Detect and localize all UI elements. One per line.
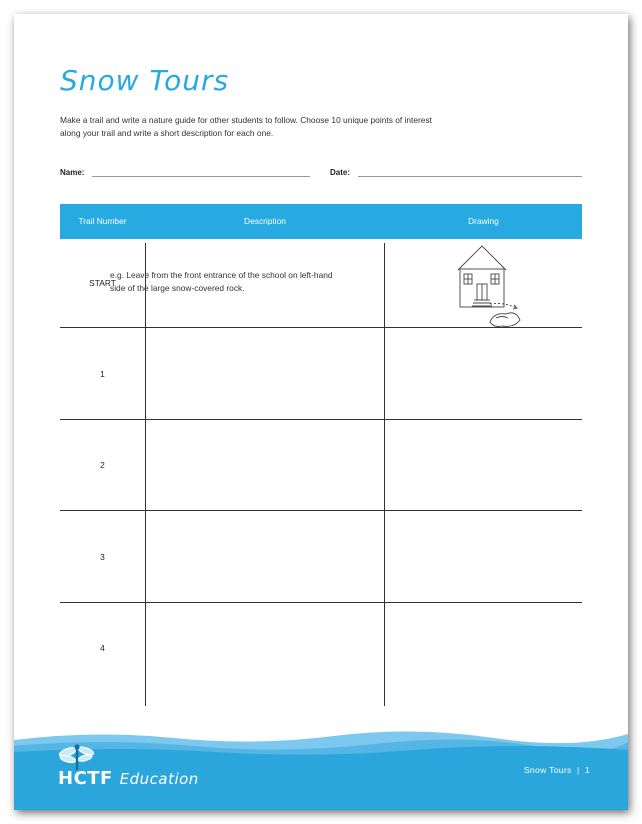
instructions-text: Make a trail and write a nature guide for other students to follow. Choose 10 unique points of interest along your trail and write a short description for each one. bbox=[60, 115, 432, 138]
dragonfly-logo-icon bbox=[58, 744, 98, 770]
school-house-drawing bbox=[450, 242, 540, 334]
date-field[interactable] bbox=[358, 176, 582, 177]
logo-wordmark bbox=[58, 768, 199, 789]
name-label: Name: bbox=[60, 168, 85, 177]
table-row bbox=[60, 511, 582, 603]
row-number: 2 bbox=[100, 460, 105, 470]
table-row bbox=[60, 420, 582, 511]
row-number: 1 bbox=[100, 368, 105, 379]
header-drawing: Drawing bbox=[468, 216, 499, 226]
header-description: Description bbox=[244, 216, 286, 226]
worksheet-page bbox=[14, 14, 628, 810]
table-header bbox=[60, 204, 582, 239]
logo-sub-text: Education bbox=[119, 770, 199, 788]
row-number: 3 bbox=[100, 551, 105, 562]
row-number: 4 bbox=[100, 642, 105, 653]
page-title: Snow Tours bbox=[60, 64, 230, 97]
logo-main-text: HCTF bbox=[58, 768, 113, 789]
footer-page-label: Snow Tours | 1 bbox=[523, 765, 590, 775]
row-description: e.g. Leave from the front entrance of the school on left-hand side of the large snow-covered rock. bbox=[110, 270, 333, 293]
header-trail-number: Trail Number bbox=[78, 216, 127, 226]
date-label: Date: bbox=[330, 168, 351, 177]
row-number: START bbox=[89, 278, 116, 288]
table-row bbox=[60, 603, 582, 692]
table-row bbox=[60, 328, 582, 420]
name-field[interactable] bbox=[92, 176, 310, 177]
